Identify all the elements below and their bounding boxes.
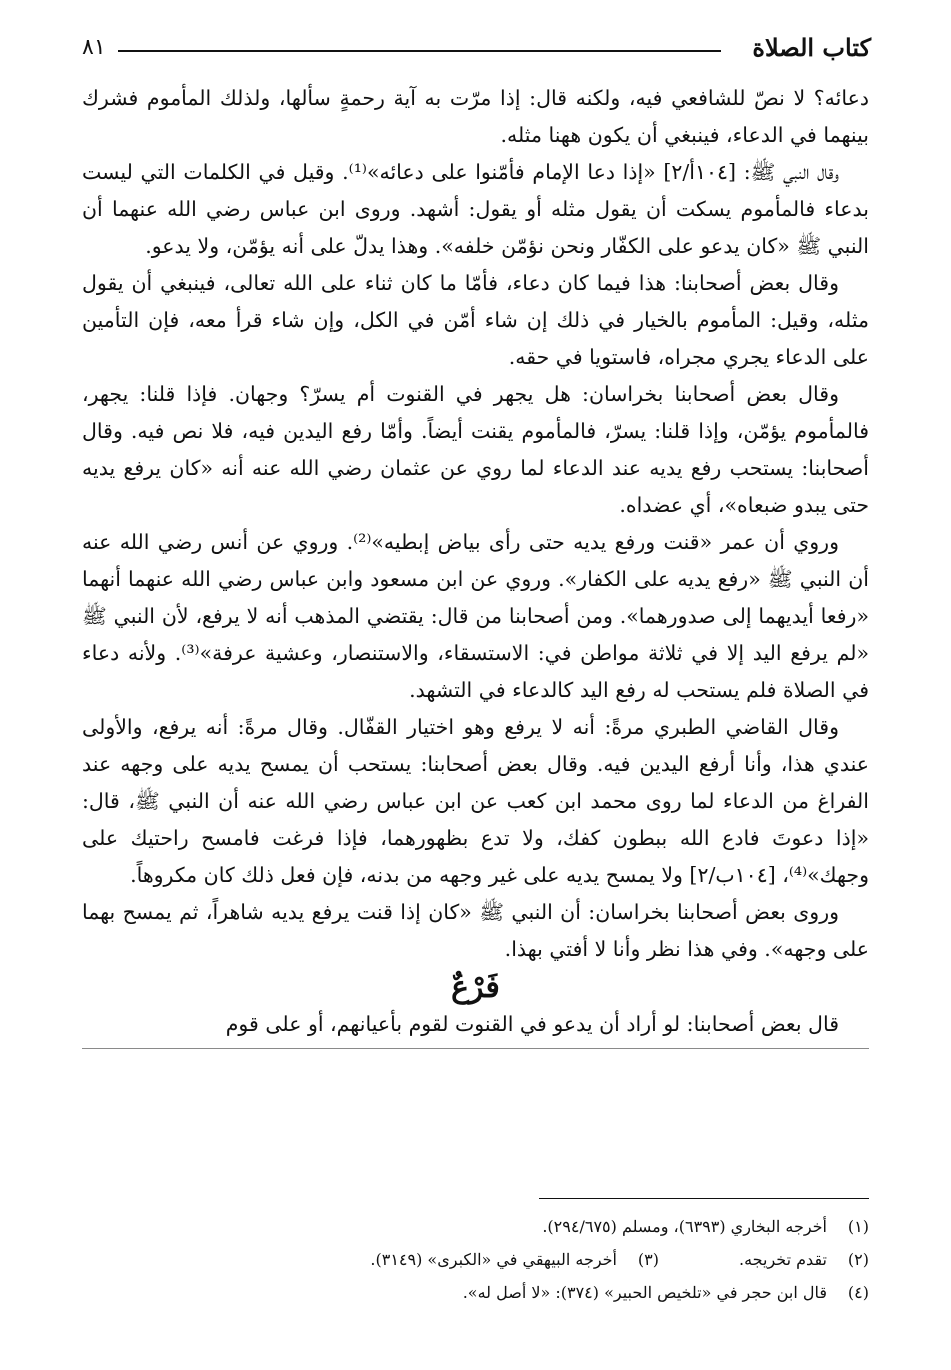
page-header: [82, 30, 871, 74]
paragraph-7: وروى بعض أصحابنا بخراسان: أن النبي ﷺ «كان إذا قنت يرفع يديه شاهراً، ثم يمسح بهما على وجهه». وفي هذا نظر وأنا لا أفتي بهذا.: [82, 900, 869, 961]
paragraph-5: وروي أن عمر «قنت ورفع يديه حتى رأى بياض إبطيه»⁽²⁾. وروي عن أنس رضي الله عنه أن النبي ﷺ «رفع يديه على الكفار». وروي عن ابن مسعود وابن عباس رضي الله عنهما أنهما «رفعا أيديهما إلى صدورهما». ومن أصحابنا من قال: يقتضي المذهب أنه لا يرفع، لأن النبي ﷺ «لم يرفع اليد إلا في ثلاثة مواطن في: الاستسقاء، والاستنصار، وعشية عرفة»⁽³⁾. ولأنه دعاء في الصلاة فلم يستحب له رفع اليد كالدعاء في التشهد.: [82, 530, 869, 702]
footnote-1: [542, 1210, 869, 1243]
main-text: [82, 80, 869, 1049]
footnote-number: (٢): [847, 1250, 869, 1269]
footnote-separator: [539, 1198, 869, 1199]
page-number: ٨١: [82, 35, 106, 60]
running-title: كتاب الصلاة: [752, 33, 871, 62]
section-paragraph: قال بعض أصحابنا: لو أراد أن يدعو في القنوت لقوم بأعيانهم، أو على قوم: [82, 1006, 869, 1049]
footnote-text: قال ابن حجر في «تلخيص الحبير» (٣٧٤): «لا أصل له».: [462, 1283, 827, 1302]
footnote-text: تقدم تخريجه.: [739, 1250, 827, 1269]
footnote-text: أخرجه البيهقي في «الكبرى» (٣١٤٩).: [370, 1250, 617, 1269]
footnote-2: [739, 1243, 869, 1276]
paragraph-6: وقال القاضي الطبري مرةً: أنه لا يرفع وهو اختيار القفّال. وقال مرةً: أنه يرفع، والأولى عندي هذا، وأنا أرفع اليدين فيه. وقال بعض أصحابنا: يستحب أن يمسح يديه على وجهه عند الفراغ من الدعاء لما روى محمد ابن كعب عن ابن عباس رضي الله عنه أن النبي ﷺ، قال: «إذا دعوتَ فادع الله ببطون كفك، ولا تدع بظهورهما، فإذا فرغت فامسح راحتيك على وجهك»⁽⁴⁾، [١٠٤ب/٢] ولا يمسح يديه على غير وجهه من بدنه، فإن فعل ذلك كان مكروهاً.: [82, 715, 869, 887]
footnote-text: أخرجه البخاري (٦٣٩٣)، ومسلم (٢٩٤/٦٧٥).: [542, 1217, 827, 1236]
footnote-row: [82, 1276, 869, 1309]
footnotes: [82, 1210, 869, 1309]
footnote-row: [82, 1210, 869, 1243]
footnote-number: (٣): [637, 1250, 659, 1269]
paragraph-4: وقال بعض أصحابنا بخراسان: هل يجهر في القنوت أم يسرّ؟ وجهان. فإذا قلنا: يجهر، فالمأموم يؤمّن، وإذا قلنا: يسرّ، فالمأموم يقنت أيضاً. وأمّا رفع اليدين فيه، فلا نص فيه. وقال أصحابنا: يستحب رفع يديه عند الدعاء لما روي عن عثمان رضي الله عنه أنه «كان يرفع يديه حتى يبدو ضبعاه»، أي عضداه.: [82, 382, 869, 517]
footnote-4: [463, 1276, 869, 1309]
paragraph-3: وقال بعض أصحابنا: هذا فيما كان دعاء، فأمّا ما كان ثناء على الله تعالى، فينبغي أن يقول مثله، وقيل: المأموم بالخيار في ذلك إن شاء أمّن في الكل، وإن شاء قرأ معه، فإن التأمين على الدعاء يجري مجراه، فاستويا في حقه.: [82, 271, 869, 369]
footnote-3: [370, 1243, 659, 1276]
paragraph-2: وقال النبي ﷺ: [١٠٤أ/٢] «إذا دعا الإمام فأمّنوا على دعائه»⁽¹⁾. وقيل في الكلمات التي ليست بدعاء فالمأموم يسكت أن يقول مثله أو يقول: أشهد. وروى ابن عباس رضي الله عنهما أن النبي ﷺ «كان يدعو على الكفّار ونحن نؤمّن خلفه». وهذا يدلّ على أنه يؤمّن، ولا يدعو.: [82, 160, 869, 258]
footnote-row: [82, 1243, 869, 1276]
footnote-number: (١): [847, 1217, 869, 1236]
paragraph-1: دعائه؟ لا نصّ للشافعي فيه، ولكنه قال: إذا مرّت به آية رحمةٍ سألها، ولذلك المأموم فشرك بينهما في الدعاء، فينبغي أن يكون ههنا مثله.: [82, 86, 869, 147]
header-rule: [118, 50, 721, 52]
section-heading: فَرْعٌ: [451, 970, 500, 1005]
footnote-number: (٤): [847, 1283, 869, 1302]
